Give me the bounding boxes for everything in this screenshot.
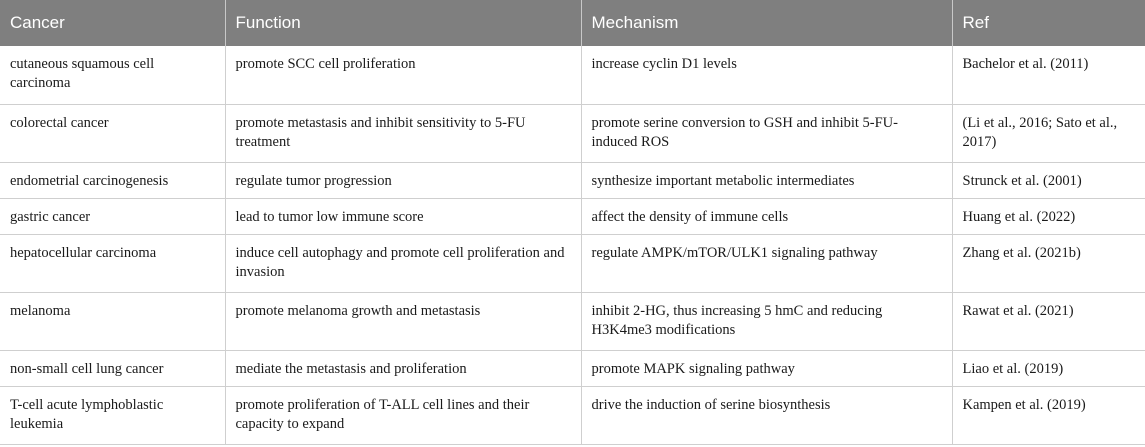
header-cancer: Cancer xyxy=(0,0,225,46)
cell-ref: Kampen et al. (2019) xyxy=(952,386,1145,444)
cell-mechanism: affect the density of immune cells xyxy=(581,198,952,234)
cell-ref: Huang et al. (2022) xyxy=(952,198,1145,234)
cell-mechanism: promote serine conversion to GSH and inhibit 5-FU-induced ROS xyxy=(581,104,952,162)
cell-function: lead to tumor low immune score xyxy=(225,198,581,234)
cell-function: induce cell autophagy and promote cell proliferation and invasion xyxy=(225,234,581,292)
cell-ref: Rawat et al. (2021) xyxy=(952,292,1145,350)
cell-mechanism: synthesize important metabolic intermediates xyxy=(581,162,952,198)
cell-mechanism: increase cyclin D1 levels xyxy=(581,46,952,104)
cell-ref: Liao et al. (2019) xyxy=(952,350,1145,386)
cell-cancer: non-small cell lung cancer xyxy=(0,350,225,386)
cell-cancer: T-cell acute lymphoblastic leukemia xyxy=(0,386,225,444)
cell-cancer: endometrial carcinogenesis xyxy=(0,162,225,198)
cell-function: promote SCC cell proliferation xyxy=(225,46,581,104)
header-mechanism: Mechanism xyxy=(581,0,952,46)
table-row xyxy=(0,386,1145,444)
cell-ref: Zhang et al. (2021b) xyxy=(952,234,1145,292)
cell-function: promote metastasis and inhibit sensitivity to 5-FU treatment xyxy=(225,104,581,162)
cell-mechanism: drive the induction of serine biosynthesis xyxy=(581,386,952,444)
cell-mechanism: inhibit 2-HG, thus increasing 5 hmC and reducing H3K4me3 modifications xyxy=(581,292,952,350)
cell-function: promote melanoma growth and metastasis xyxy=(225,292,581,350)
header-row xyxy=(0,0,1145,46)
cell-cancer: melanoma xyxy=(0,292,225,350)
table-row xyxy=(0,104,1145,162)
cell-ref: Strunck et al. (2001) xyxy=(952,162,1145,198)
table-row xyxy=(0,234,1145,292)
cell-ref: Bachelor et al. (2011) xyxy=(952,46,1145,104)
table-header xyxy=(0,0,1145,46)
cell-function: regulate tumor progression xyxy=(225,162,581,198)
header-ref: Ref xyxy=(952,0,1145,46)
table-row xyxy=(0,350,1145,386)
table-row xyxy=(0,292,1145,350)
cell-cancer: gastric cancer xyxy=(0,198,225,234)
cell-function: mediate the metastasis and proliferation xyxy=(225,350,581,386)
header-function: Function xyxy=(225,0,581,46)
cell-function: promote proliferation of T-ALL cell lines and their capacity to expand xyxy=(225,386,581,444)
cell-cancer: hepatocellular carcinoma xyxy=(0,234,225,292)
table-body xyxy=(0,46,1145,444)
cell-mechanism: regulate AMPK/mTOR/ULK1 signaling pathway xyxy=(581,234,952,292)
cell-cancer: cutaneous squamous cell carcinoma xyxy=(0,46,225,104)
cell-ref: (Li et al., 2016; Sato et al., 2017) xyxy=(952,104,1145,162)
cell-cancer: colorectal cancer xyxy=(0,104,225,162)
cell-mechanism: promote MAPK signaling pathway xyxy=(581,350,952,386)
table-row xyxy=(0,46,1145,104)
table-row xyxy=(0,162,1145,198)
table-row xyxy=(0,198,1145,234)
